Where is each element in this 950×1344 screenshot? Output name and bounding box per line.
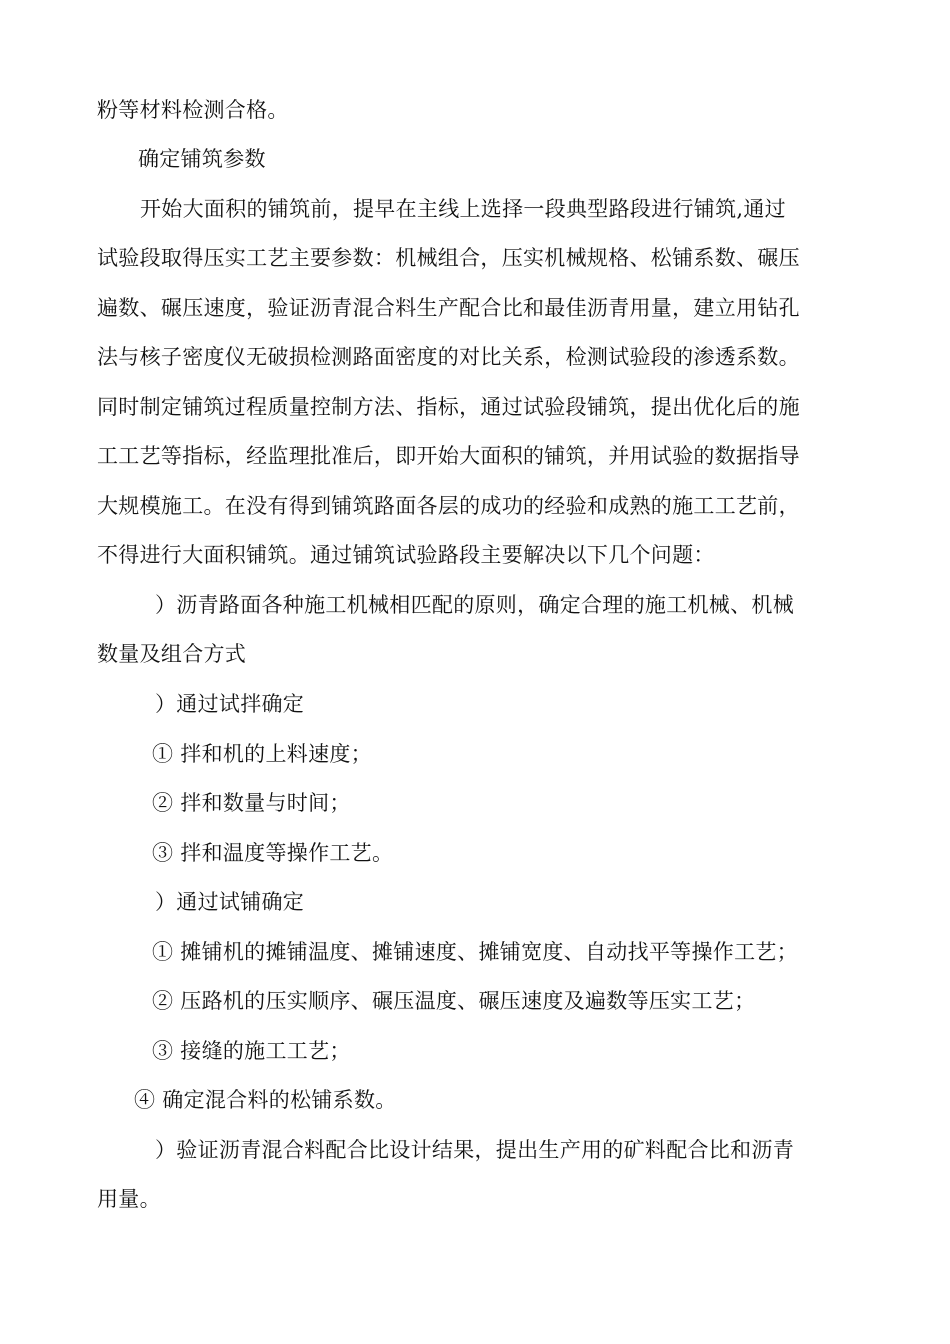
text-line: 遍数、碾压速度，验证沥青混合料生产配合比和最佳沥青用量，建立用钻孔 [97, 296, 800, 320]
text-line: 工工艺等指标，经监理批准后，即开始大面积的铺筑，并用试验的数据指导 [97, 444, 800, 468]
text-line: 大规模施工。在没有得到铺筑路面各层的成功的经验和成熟的施工工艺前， [97, 494, 800, 518]
list-item: ① 拌和机的上料速度； [152, 742, 372, 766]
text-line: 同时制定铺筑过程质量控制方法、指标，通过试验段铺筑，提出优化后的施 [97, 395, 800, 419]
list-item: ④ 确定混合料的松铺系数。 [134, 1088, 397, 1112]
list-item: ③ 接缝的施工工艺； [152, 1039, 351, 1063]
list-item: ① 摊铺机的摊铺温度、摊铺速度、摊铺宽度、自动找平等操作工艺； [152, 940, 798, 964]
text-line: 不得进行大面积铺筑。通过铺筑试验路段主要解决以下几个问题： [97, 543, 715, 567]
text-line: 粉等材料检测合格。 [97, 98, 289, 122]
list-item: ）通过试拌确定 [155, 692, 305, 716]
list-item: ② 压路机的压实顺序、碾压温度、碾压速度及遍数等压实工艺； [152, 989, 756, 1013]
text-line: 法与核子密度仪无破损检测路面密度的对比关系，检测试验段的渗透系数。 [97, 345, 800, 369]
text-line: 用量。 [97, 1187, 161, 1211]
section-heading: 确定铺筑参数 [138, 147, 266, 171]
list-item: ）验证沥青混合料配合比设计结果，提出生产用的矿料配合比和沥青 [155, 1138, 794, 1162]
list-item: ）沥青路面各种施工机械相匹配的原则，确定合理的施工机械、机械 [155, 593, 794, 617]
text-line: 数量及组合方式 [97, 642, 247, 666]
list-item: ② 拌和数量与时间； [152, 791, 351, 815]
text-line: 试验段取得压实工艺主要参数：机械组合，压实机械规格、松铺系数、碾压 [97, 246, 800, 270]
list-item: ③ 拌和温度等操作工艺。 [152, 841, 394, 865]
text-line: 开始大面积的铺筑前，提早在主线上选择一段典型路段进行铺筑,通过 [140, 197, 786, 221]
list-item: ）通过试铺确定 [155, 890, 305, 914]
